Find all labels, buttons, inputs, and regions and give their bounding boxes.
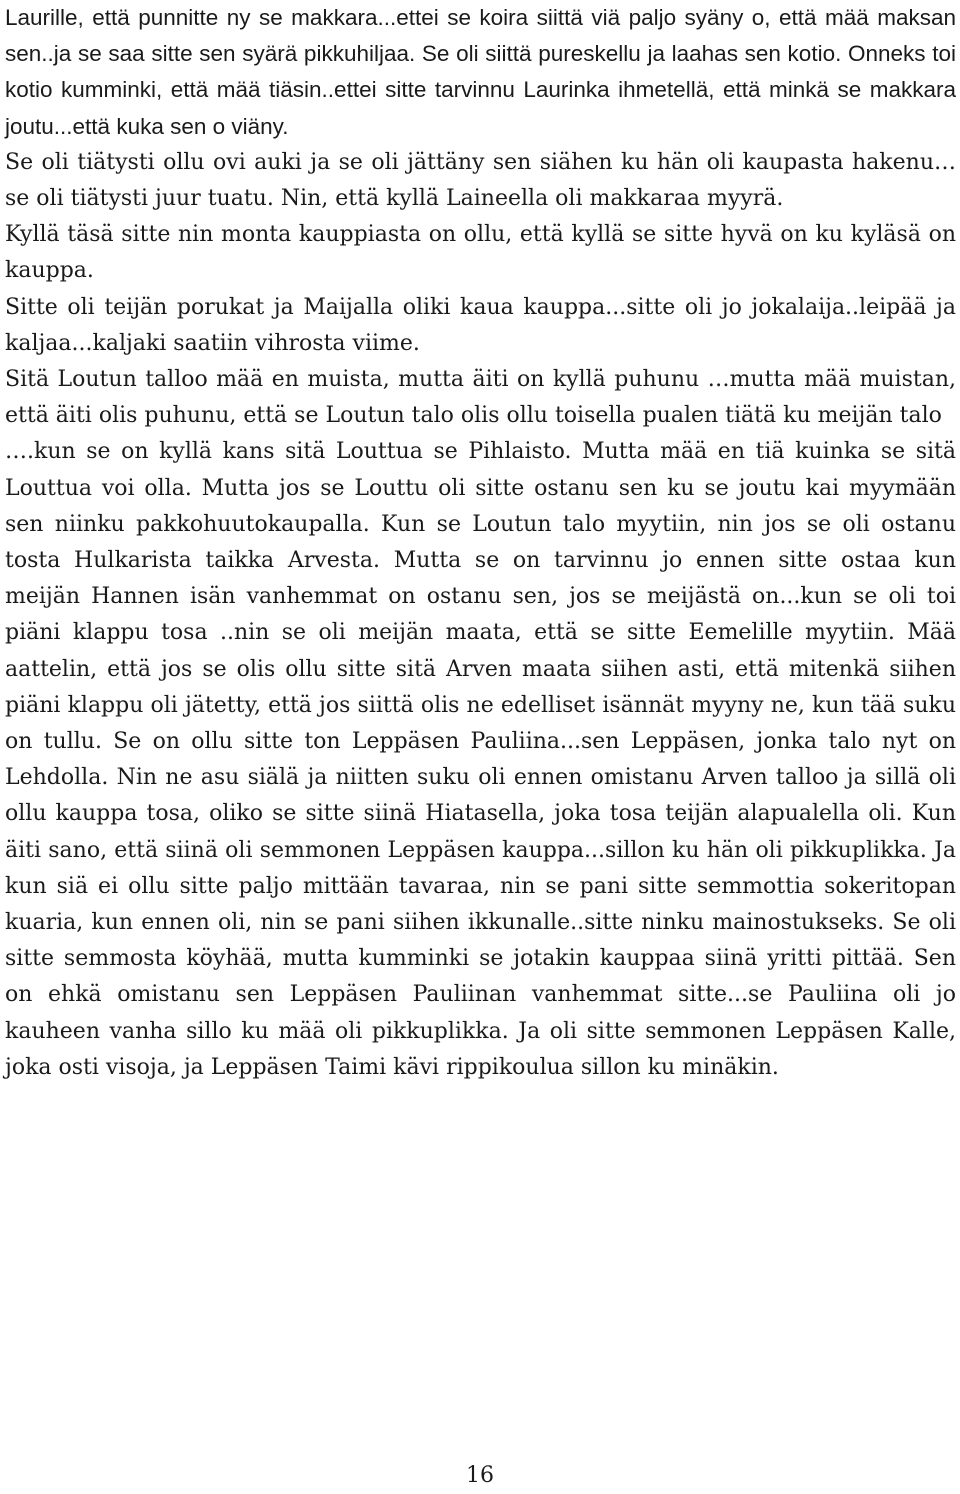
document-page <box>5 0 956 1086</box>
paragraph-3: Kyllä täsä sitte nin monta kauppiasta on ollu, että kyllä se sitte hyvä on ku kyläsä on kauppa. <box>5 222 956 284</box>
paragraph-4: Sitte oli teijän porukat ja Maijalla oliki kaua kauppa...sitte oli jo jokalaija..leipää ja kaljaa...kaljaki saatiin vihrosta viime. <box>5 294 956 356</box>
paragraph-1: Laurille, että punnitte ny se makkara...ettei se koira siittä viä paljo syäny o, että mää maksan sen..ja se saa sitte sen syärä pikkuhiljaa. Se oli siittä pureskellu ja laahas sen kotio. Onneks toi kotio kumminki, että mää tiäsin..ettei sitte tarvinnu Laurinka ihmetellä, että minkä se makkara joutu...että kuka sen o viäny. <box>5 5 956 139</box>
paragraph-6: ….kun se on kyllä kans sitä Louttua se Pihlaisto. Mutta mää en tiä kuinka se sitä Louttua voi olla. Mutta jos se Louttu oli sitte ostanu sen ku se joutu kai myymään sen niinku pakkohuutokaupalla. Kun se Loutun talo myytiin, nin jos se oli ostanu tosta Hulkarista taikka Arvesta. Mutta se on tarvinnu jo ennen sitte ostaa kun meijän Hannen isän vanhemmat on ostanu sen, jos se meijästä on...kun se oli toi piäni klappu tosa ..nin se oli meijän maata, että se sitte Eemelille myytiin. Mää aattelin, että jos se olis ollu sitte sitä Arven maata siihen asti, että mitenkä siihen piäni klappu oli jätetty, että jos siittä olis ne edelliset isännät myyny ne, kun tää suku on tullu. Se on ollu sitte ton Leppäsen Pauliina...sen Leppäsen, jonka talo nyt on Lehdolla. Nin ne asu siälä ja niitten suku oli ennen omistanu Arven talloo ja sillä oli ollu kauppa tosa, oliko se sitte siinä Hiatasella, joka tosa teijän alapualella oli. Kun äiti sano, että siinä oli semmonen Leppäsen kauppa...sillon ku hän oli pikkuplikka. Ja kun siä ei ollu sitte paljo mittään tavaraa, nin se pani sitte semmottia sokeritopan kuaria, kun ennen oli, nin se pani siihen ikkunalle..sitte ninku mainostukseks. Se oli sitte semmosta köyhää, mutta kumminki se jotakin kauppaa siinä yritti pittää. Sen on ehkä omistanu sen Leppäsen Pauliinan vanhemmat sitte...se Pauliina oli jo kauheen vanha sillo ku mää oli pikkuplikka. Ja oli sitte semmonen Leppäsen Kalle, joka osti visoja, ja Leppäsen Taimi kävi rippikoulua sillon ku minäkin. <box>5 439 956 1080</box>
paragraph-5: Sitä Loutun talloo mää en muista, mutta äiti on kyllä puhunu …mutta mää muistan, että äiti olis puhunu, että se Loutun talo olis ollu toisella pualen tiätä ku meijän talo <box>5 367 956 429</box>
paragraph-2: Se oli tiätysti ollu ovi auki ja se oli jättäny sen siähen ku hän oli kaupasta hakenu…se oli tiätysti juur tuatu. Nin, että kyllä Laineella oli makkaraa myyrä. <box>5 149 956 212</box>
page-number: 16 <box>466 1463 494 1488</box>
